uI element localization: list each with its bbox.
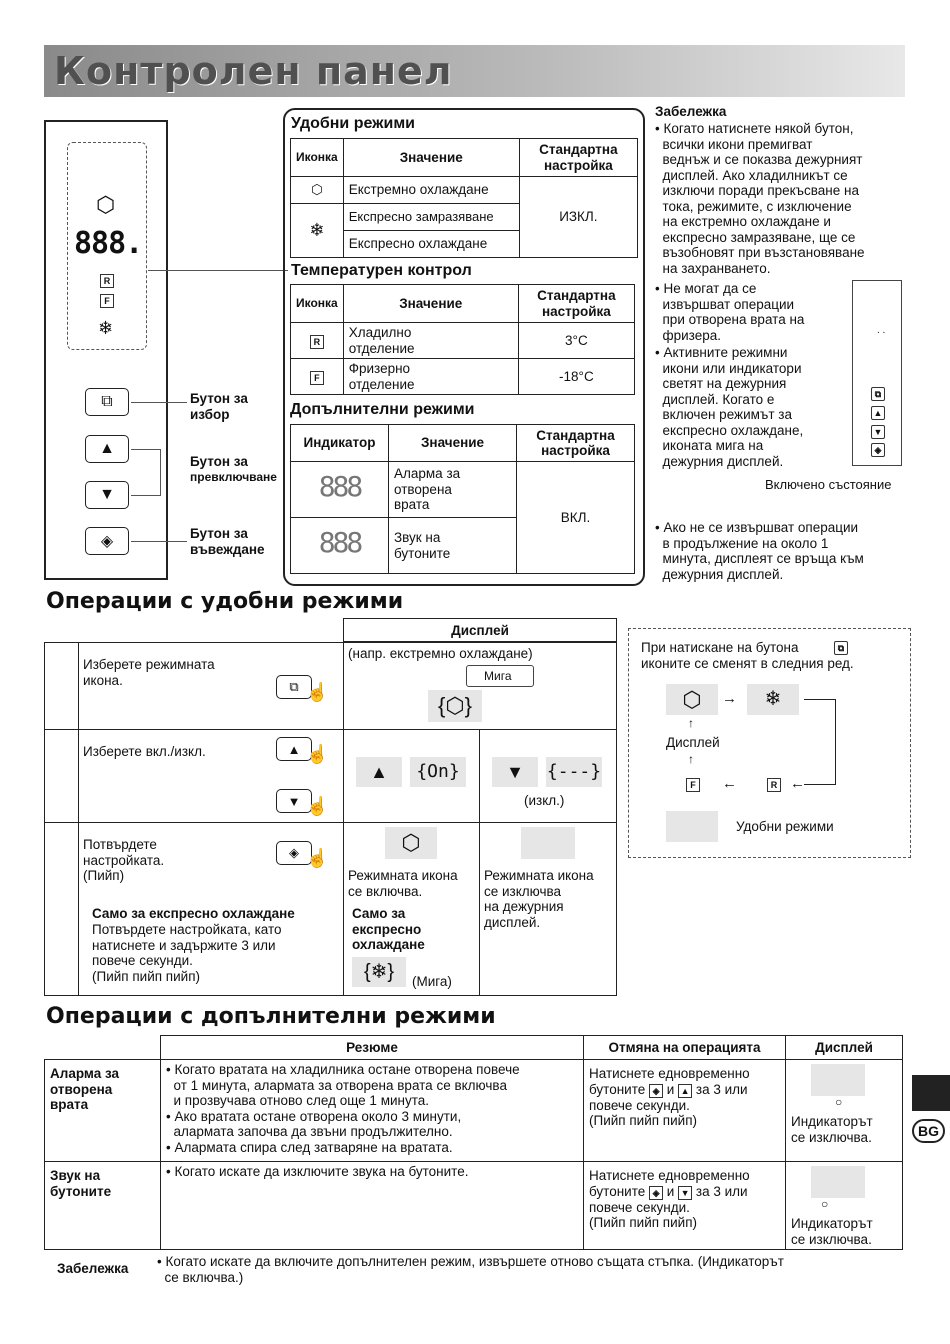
blinking-hexagon-icon: {⬡}: [428, 690, 482, 722]
row-value: 3°C: [518, 323, 634, 359]
col-default: Стандартна настройка: [517, 425, 635, 462]
switch-button-label: Бутон за: [190, 454, 248, 469]
indicator-dot-icon: ○: [821, 1197, 829, 1211]
col-meaning: Значение: [343, 285, 518, 323]
title-banner: [44, 45, 905, 97]
cycle-snowflake: ❄: [747, 684, 799, 715]
col-icon: Иконка: [291, 139, 344, 177]
step1-display-text: (напр. екстремно охлаждане): [348, 646, 533, 661]
cancel-text-c: за 3 или повече секунди. (Пийп пийп пийп): [589, 1081, 748, 1128]
cancel-text-c: за 3 или повече секунди. (Пийп пийп пийп): [589, 1183, 748, 1230]
lcd-indicator-icon: 888: [318, 526, 361, 560]
fridge-icon-cell: [291, 323, 344, 359]
select-button[interactable]: ⧉: [85, 388, 129, 416]
add-note-label: Забележка: [57, 1261, 129, 1276]
col-default: Стандартна настройка: [519, 139, 637, 177]
add-heading: Операции с допълнителни режими: [46, 1004, 496, 1029]
note-bullet-1: • Когато натиснете някой бутон, всички икони премигват веднъж и се показва дежурният дисплей. Ако хладилникът се изключи поради прекъсване на тока, режимите, с изключение на екстремно охлаждане и експресно замразяване, ще се възобновят при възстановяване на захранването.: [655, 121, 865, 276]
default-value: ИЗКЛ.: [519, 177, 637, 258]
finger-icon: ☝: [306, 682, 329, 702]
ops-heading: Операции с удобни режими: [46, 589, 404, 614]
enter-button[interactable]: ◈: [85, 527, 129, 555]
freezer-icon: F: [686, 778, 700, 792]
row1-cancel: [584, 1060, 786, 1162]
cancel-text-a: Натиснете едновременно бутоните: [589, 1168, 750, 1199]
cancel-text-a: Натиснете едновременно бутоните: [589, 1066, 750, 1097]
select-button-label: Бутон за избор: [190, 391, 248, 422]
indicator-display: [811, 1166, 865, 1198]
switch-bracket: [131, 449, 161, 496]
up-button[interactable]: ▲: [85, 435, 129, 463]
side-tab: [912, 1075, 950, 1111]
indicator-cell: [291, 462, 389, 518]
display-col-header: Дисплей: [451, 623, 509, 638]
enter-mini-icon: ◈: [649, 1186, 663, 1200]
display-subcol-divider: [479, 729, 480, 996]
row1-display-cell: [786, 1060, 903, 1162]
temp-heading: Температурен контрол: [291, 262, 472, 279]
finger-icon: ☝: [306, 744, 329, 764]
row-meaning: Звук на бутоните: [389, 518, 517, 574]
row-meaning: Фризерно отделение: [343, 359, 518, 395]
enter-mini-icon: ◈: [871, 443, 885, 457]
add-note-text: • Когато искате да включите допълнителен режим, извършете отново същата стъпка. (Индикаторът се включва.): [157, 1254, 784, 1285]
select-mini-icon: ⧉: [871, 387, 885, 401]
row-meaning: Хладилно отделение: [343, 323, 518, 359]
cycle-hexagon: ⬡: [666, 684, 718, 715]
control-panel-illustration: [44, 120, 168, 580]
freezer-icon: F: [310, 371, 324, 385]
col-indicator: Индикатор: [291, 425, 389, 462]
col-display: Дисплей: [786, 1036, 903, 1060]
snowflake-icon: ❄: [291, 204, 344, 258]
col-meaning: Значение: [389, 425, 517, 462]
cycle-return-line: [804, 699, 836, 785]
select-mini-icon: ⧉: [834, 641, 848, 655]
select-button-press: ⧉: [276, 675, 312, 699]
col-default: Стандартна настройка: [518, 285, 634, 323]
mode-off-text: Режимната икона се изключва на дежурния дисплей.: [484, 868, 594, 930]
on-display-icon: {On}: [410, 757, 466, 787]
row-meaning: Екстремно охлаждане: [343, 177, 519, 204]
switch-button-label-2: превключване: [190, 470, 277, 484]
fridge-icon: R: [310, 335, 324, 349]
note-bullet-3: • Активните режимни икони или индикатори светят на дежурния дисплей. Когато е включен режимът за експресно охлаждане, иконата мига на дежурния дисплей.: [655, 345, 804, 469]
enter-button-press: ◈: [276, 841, 312, 865]
row-divider: [44, 729, 617, 730]
callout-text-1: При натискане на бутона: [641, 640, 799, 655]
fridge-icon: R: [100, 274, 114, 288]
dots: . .: [877, 325, 886, 336]
blink-label: Мига: [484, 669, 512, 683]
modes-legend-swatch: [666, 811, 718, 842]
blinking-snowflake-icon: {❄}: [352, 957, 406, 987]
step1-text: Изберете режимната икона.: [83, 657, 215, 688]
fridge-icon: R: [767, 778, 781, 792]
note-heading: Забележка: [655, 104, 727, 119]
row-divider: [44, 822, 617, 823]
page-title: Контролен панел: [54, 49, 453, 93]
step-col-divider: [78, 642, 79, 996]
col-cancel: Отмяна на операцията: [584, 1036, 786, 1060]
note-bullet-2: • Не могат да се извършват операции при отворена врата на фризера.: [655, 281, 805, 343]
select-line: [131, 402, 187, 403]
indicator-display: [811, 1064, 865, 1096]
indicator-dot-icon: ○: [835, 1095, 843, 1109]
finger-icon: ☝: [306, 848, 329, 868]
indicator-cell: [291, 518, 389, 574]
enter-mini-icon: ◈: [649, 1084, 663, 1098]
hexagon-icon: ⬡: [291, 177, 344, 204]
enter-line: [131, 541, 187, 542]
down-display-icon: ▼: [492, 757, 538, 787]
down-button[interactable]: ▼: [85, 481, 129, 509]
row1-name: Аларма за отворена врата: [45, 1060, 161, 1162]
express-text: Потвърдете настройката, като натиснете и задържите 3 или повече секунди. (Пийп пийп пийп): [92, 922, 282, 984]
add-table: [44, 1035, 903, 1250]
blink-label-2: (Мига): [412, 974, 452, 989]
cancel-text-b: и: [666, 1081, 675, 1097]
down-mini-icon: ▼: [678, 1186, 692, 1200]
row1-display-text: Индикаторът се изключва.: [791, 1114, 873, 1145]
up-mini-icon: ▲: [871, 406, 885, 420]
language-badge: BG: [912, 1119, 945, 1143]
row2-name: Звук на бутоните: [45, 1162, 161, 1250]
off-label: (изкл.): [524, 793, 565, 808]
down-button-press: ▼: [276, 789, 312, 813]
hexagon-icon: ⬡: [96, 192, 116, 217]
hexagon-off-display: [521, 827, 575, 859]
off-display-icon: {---}: [546, 757, 602, 787]
snowflake-icon: ❄: [98, 318, 114, 338]
express-heading-2: Само за експресно охлаждане: [352, 906, 425, 952]
convenient-heading: Удобни режими: [291, 115, 416, 132]
arrow-right-icon: →: [722, 690, 737, 707]
row2-display-text: Индикаторът се изключва.: [791, 1216, 873, 1247]
callout-text-2: иконите се сменят в следния ред.: [641, 656, 854, 671]
express-heading: Само за експресно охлаждане: [92, 906, 295, 921]
col-icon: Иконка: [291, 285, 344, 323]
row-meaning: Аларма за отворена врата: [389, 462, 517, 518]
row-meaning: Експресно замразяване: [343, 204, 519, 231]
row2-display-cell: [786, 1162, 903, 1250]
freezer-icon-cell: [291, 359, 344, 395]
enter-button-label: Бутон за въвеждане: [190, 526, 265, 557]
default-value: ВКЛ.: [517, 462, 635, 574]
convenient-table: [290, 138, 638, 258]
row-meaning: Експресно охлаждане: [343, 231, 519, 258]
col-meaning: Значение: [343, 139, 519, 177]
arrow-up-icon: ↑: [688, 716, 694, 730]
standby-display-box: [852, 280, 902, 466]
step2-text: Изберете вкл./изкл.: [83, 744, 206, 759]
mode-on-text: Режимната икона се включва.: [348, 868, 458, 899]
row-value: -18°C: [518, 359, 634, 395]
connector-line: [148, 270, 288, 271]
note-bullet-4: • Ако не се извършват операции в продължение на около 1 минута, дисплеят се връща към дежурния дисплей.: [655, 520, 864, 582]
lcd-indicator-icon: 888: [318, 470, 361, 504]
freezer-icon: F: [100, 294, 114, 308]
display-col-divider: [343, 642, 344, 996]
step3-text: Потвърдете настройката. (Пийп): [83, 837, 165, 883]
arrow-left-icon: ←: [790, 775, 805, 792]
down-mini-icon: ▼: [871, 425, 885, 439]
up-mini-icon: ▲: [678, 1084, 692, 1098]
cancel-text-b: и: [666, 1183, 675, 1199]
state-caption: Включено състояние: [765, 477, 892, 492]
row2-cancel: [584, 1162, 786, 1250]
col-summary: Резюме: [161, 1036, 584, 1060]
finger-icon: ☝: [306, 796, 329, 816]
arrow-left-icon: ←: [722, 775, 737, 792]
blank-header: [45, 1036, 161, 1060]
up-display-icon: ▲: [356, 757, 402, 787]
row2-summary: • Когато искате да изключите звука на бутоните.: [161, 1162, 584, 1250]
lcd-digits: 888.: [74, 226, 143, 261]
arrow-up-icon: ↑: [688, 752, 694, 766]
hexagon-on-display: ⬡: [385, 827, 437, 859]
extra-heading: Допълнителни режими: [290, 401, 475, 418]
callout-modes-label: Удобни режими: [736, 819, 834, 834]
extra-table: [290, 424, 635, 574]
temp-table: [290, 284, 635, 395]
row1-summary: • Когато вратата на хладилника остане отворена повече от 1 минута, алармата за отворена врата се включва и прозвучава отново след още 1 минута. • Ако вратата остане отворена около 3 минути, алармата започва да звъни продължително. • Алармата спира след затваряне на вратата.: [161, 1060, 584, 1162]
up-button-press: ▲: [276, 737, 312, 761]
callout-display-label: Дисплей: [666, 735, 720, 750]
